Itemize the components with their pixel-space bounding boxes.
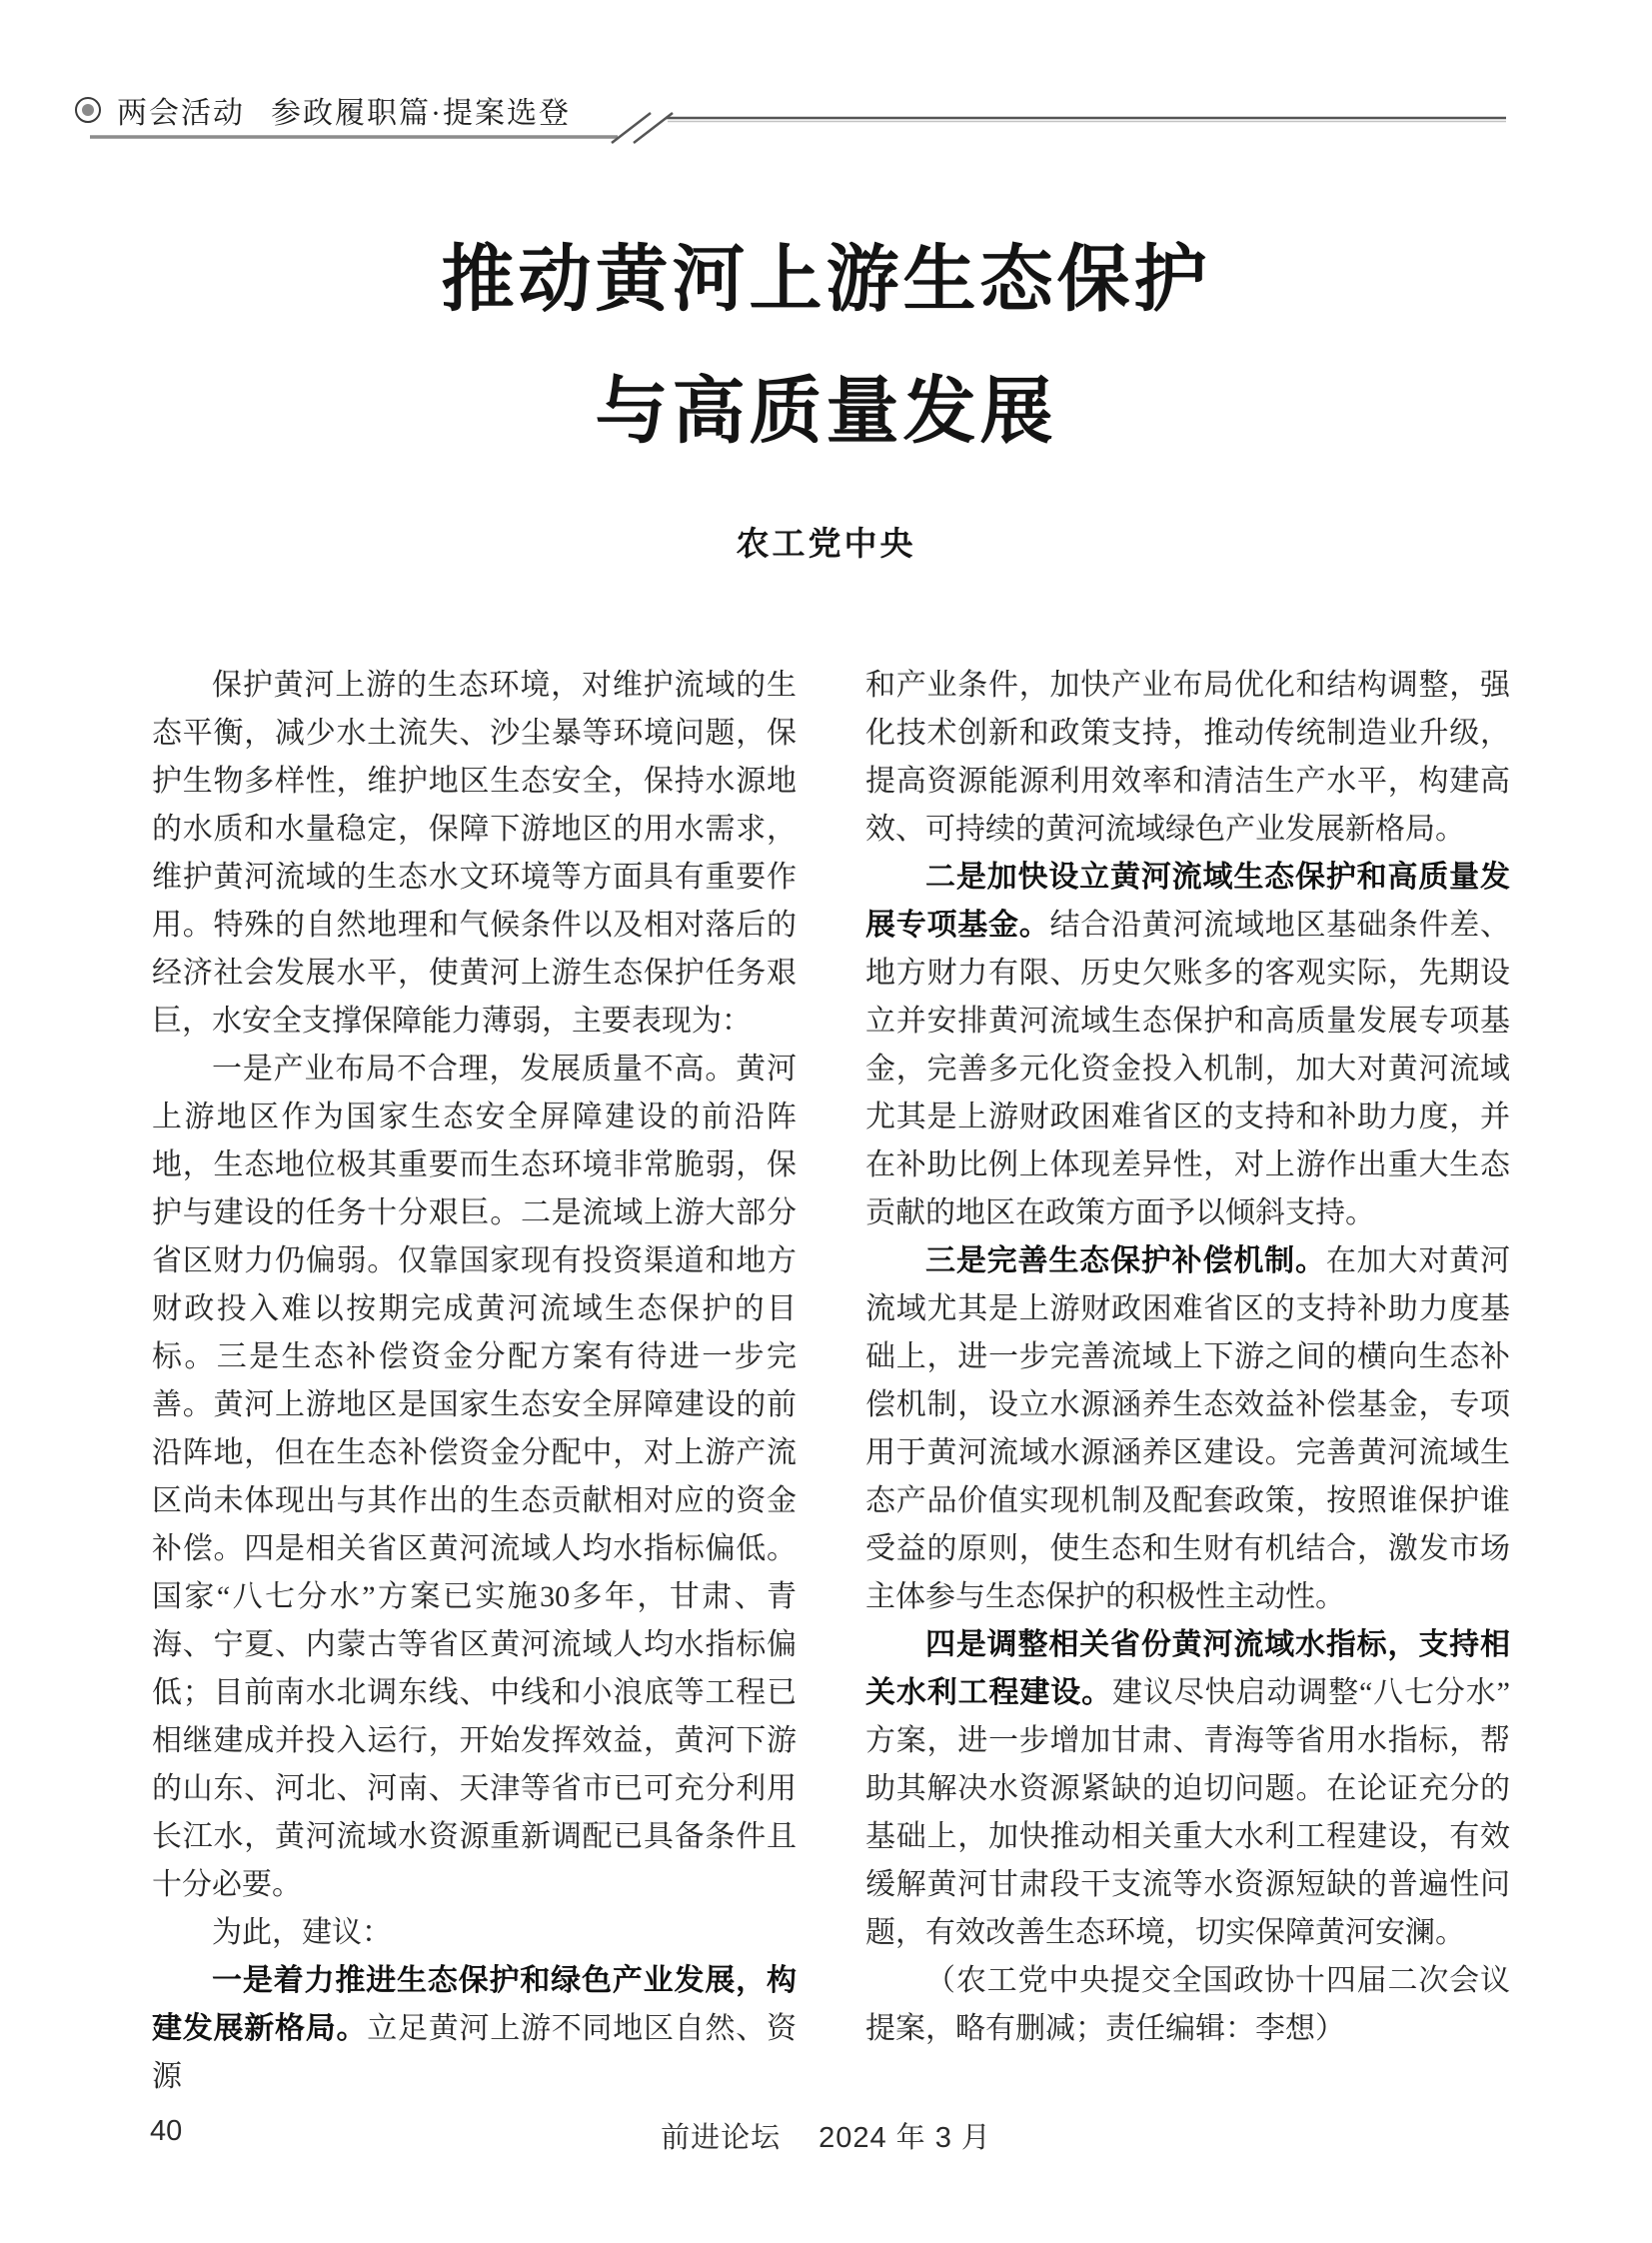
article-title-line-2: 与高质量发展 [595,371,1057,452]
paragraph-suggestion-2 [865,854,1510,1237]
footer-issue: 2024 年 3 月 [819,2122,991,2154]
page-footer [0,2115,1652,2156]
left-column [152,662,797,2101]
paragraph-suggestion-4 [865,1621,1510,1957]
paragraph-suggest-intro: 为此，建议： [212,1916,392,1949]
article-author: 农工党中央 [736,525,916,562]
body-text: 结合沿黄河流域地区基础条件差、地方财力有限、历史欠账多的客观实际，先期设立并安排黄河流域生态保护和高质量发展专项基金，完善多元化资金投入机制，加大对黄河流域尤其是上游财政困难省区的支持和补助力度，并在补助比例上体现差异性，对上游作出重大生态贡献的地区在政策方面予以倾斜支持。 [865,909,1510,1229]
lead-sentence-1: 一是着力推进生态保护和绿色产业发展，构建发展新格局。 [152,1964,797,2045]
article-title-line-1: 推动黄河上游生态保护 [441,239,1211,320]
paragraph-suggestion-3 [865,1237,1510,1621]
closing-note: （农工党中央提交全国政协十四届二次会议提案，略有删减；责任编辑：李想） [865,1964,1510,2045]
section-title: 两会活动 [117,97,245,130]
footer-center [0,2115,1652,2156]
page-number: 40 [150,2115,183,2147]
paragraph-problems: 一是产业布局不合理，发展质量不高。黄河上游地区作为国家生态安全屏障建设的前沿阵地，生态地位极其重要而生态环境非常脆弱，保护与建设的任务十分艰巨。二是流域上游大部分省区财力仍偏弱。仅靠国家现有投资渠道和地方财政投入难以按期完成黄河流域生态保护的目标。三是生态补偿资金分配方案有待进一步完善。黄河上游地区是国家生态安全屏障建设的前沿阵地，但在生态补偿资金分配中，对上游产流区尚未体现出与其作出的生态贡献相对应的资金补偿。四是相关省区黄河流域人均水指标偏低。国家“八七分水”方案已实施30多年，甘肃、青海、宁夏、内蒙古等省区黄河流域人均水指标偏低；目前南水北调东线、中线和小浪底等工程已相继建成并投入运行，开始发挥效益，黄河下游的山东、河北、河南、天津等省市已可充分利用长江水，黄河流域水资源重新调配已具备条件且十分必要。 [152,1053,797,1901]
paragraph-suggestion-1 [152,1957,797,2101]
column-title: 参政履职篇·提案选登 [271,97,571,130]
article-body [152,662,1510,2101]
header-rule-decoration [85,108,1514,152]
article-title [0,214,1652,478]
body-text: 在加大对黄河流域尤其是上游财政困难省区的支持补助力度基础上，进一步完善流域上下游之间的横向生态补偿机制，设立水源涵养生态效益补偿基金，专项用于黄河流域水源涵养区建设。完善黄河流域生态产品价值实现机制及配套政策，按照谁保护谁受益的原则，使生态和生财有机结合，激发市场主体参与生态保护的积极性主动性。 [865,1244,1511,1613]
paragraph-suggestion-1-cont: 和产业条件，加快产业布局优化和结构调整，强化技术创新和政策支持，推动传统制造业升级，提高资源能源利用效率和清洁生产水平，构建高效、可持续的黄河流域绿色产业发展新格局。 [865,669,1510,846]
lead-sentence-2: 二是加快设立黄河流域生态保护和高质量发展专项基金。 [865,861,1510,942]
lead-sentence-3: 三是完善生态保护补偿机制。 [925,1244,1326,1277]
footer-journal: 前进论坛 [661,2122,782,2154]
right-column [865,662,1510,2101]
paragraph-intro: 保护黄河上游的生态环境，对维护流域的生态平衡，减少水土流失、沙尘暴等环境问题，保护生物多样性，维护地区生态安全，保持水源地的水质和水量稳定，保障下游地区的用水需求，维护黄河流域的生态水文环境等方面具有重要作用。特殊的自然地理和气候条件以及相对落后的经济社会发展水平，使黄河上游生态保护任务艰巨，水安全支撑保障能力薄弱，主要表现为： [152,669,797,1038]
body-text: 建议尽快启动调整“八七分水”方案，进一步增加甘肃、青海等省用水指标，帮助其解决水资源紧缺的迫切问题。在论证充分的基础上，加快推动相关重大水利工程建设，有效缓解黄河甘肃段干支流等水资源短缺的普遍性问题，有效改善生态环境，切实保障黄河安澜。 [865,1676,1510,1949]
body-text: 立足黄河上游不同地区自然、资源 [152,2012,797,2093]
lead-sentence-4: 四是调整相关省份黄河流域水指标，支持相关水利工程建设。 [865,1628,1510,1709]
